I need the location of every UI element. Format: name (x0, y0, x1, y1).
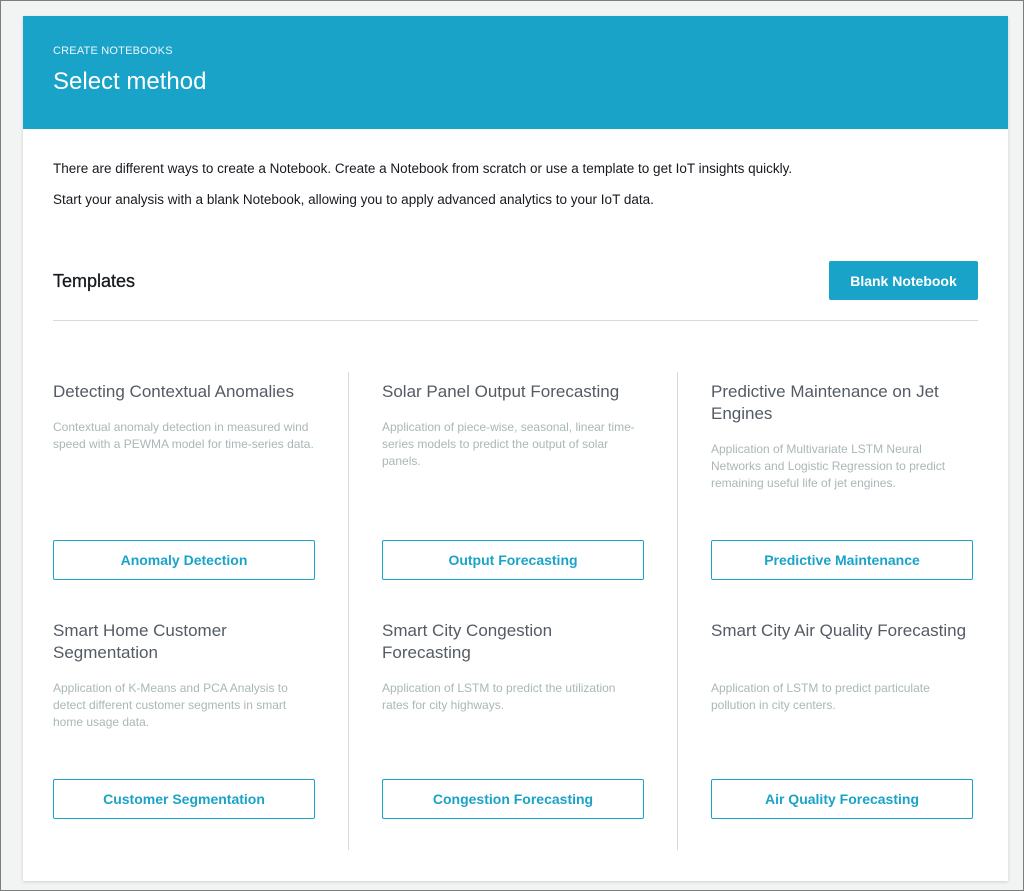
customer-segmentation-button[interactable]: Customer Segmentation (53, 779, 315, 819)
column-separator (677, 372, 678, 850)
template-title: Smart City Congestion Forecasting (382, 621, 553, 662)
congestion-forecasting-button[interactable]: Congestion Forecasting (382, 779, 644, 819)
template-title: Predictive Maintenance on Jet Engines (711, 382, 939, 423)
template-description: Application of Multivariate LSTM Neural Networks and Logistic Regression to predict remaining useful life of jet engines. (711, 442, 946, 490)
template-title: Solar Panel Output Forecasting (382, 382, 620, 401)
template-description: Application of LSTM to predict particulate pollution in city centers. (711, 681, 930, 712)
air-quality-forecasting-button[interactable]: Air Quality Forecasting (711, 779, 973, 819)
template-description: Contextual anomaly detection in measured wind speed with a PEWMA model for time-series data. (53, 420, 314, 451)
template-description: Application of piece-wise, seasonal, linear time-series models to predict the output of solar panels. (382, 420, 635, 468)
page-title: Select method (53, 68, 207, 95)
template-title: Smart City Air Quality Forecasting (711, 621, 967, 640)
template-description: Application of LSTM to predict the utilization rates for city highways. (382, 681, 616, 712)
create-notebook-dialog (23, 16, 1008, 881)
column-separator (348, 372, 349, 850)
blank-notebook-button[interactable]: Blank Notebook (829, 261, 978, 300)
section-divider (53, 320, 978, 321)
intro-subtext: Start your analysis with a blank Notebook, allowing you to apply advanced analytics to your IoT data. (53, 192, 654, 207)
intro-text: There are different ways to create a Notebook. Create a Notebook from scratch or use a template to get IoT insights quickly. (53, 161, 793, 176)
template-title: Detecting Contextual Anomalies (53, 382, 294, 401)
anomaly-detection-button[interactable]: Anomaly Detection (53, 540, 315, 580)
output-forecasting-button[interactable]: Output Forecasting (382, 540, 644, 580)
templates-heading: Templates (53, 271, 136, 291)
template-title: Smart Home Customer Segmentation (53, 621, 227, 662)
header-eyebrow: CREATE NOTEBOOKS (53, 45, 173, 57)
dialog-header (23, 16, 1008, 129)
predictive-maintenance-button[interactable]: Predictive Maintenance (711, 540, 973, 580)
template-description: Application of K-Means and PCA Analysis to detect different customer segments in smart home usage data. (53, 681, 288, 729)
